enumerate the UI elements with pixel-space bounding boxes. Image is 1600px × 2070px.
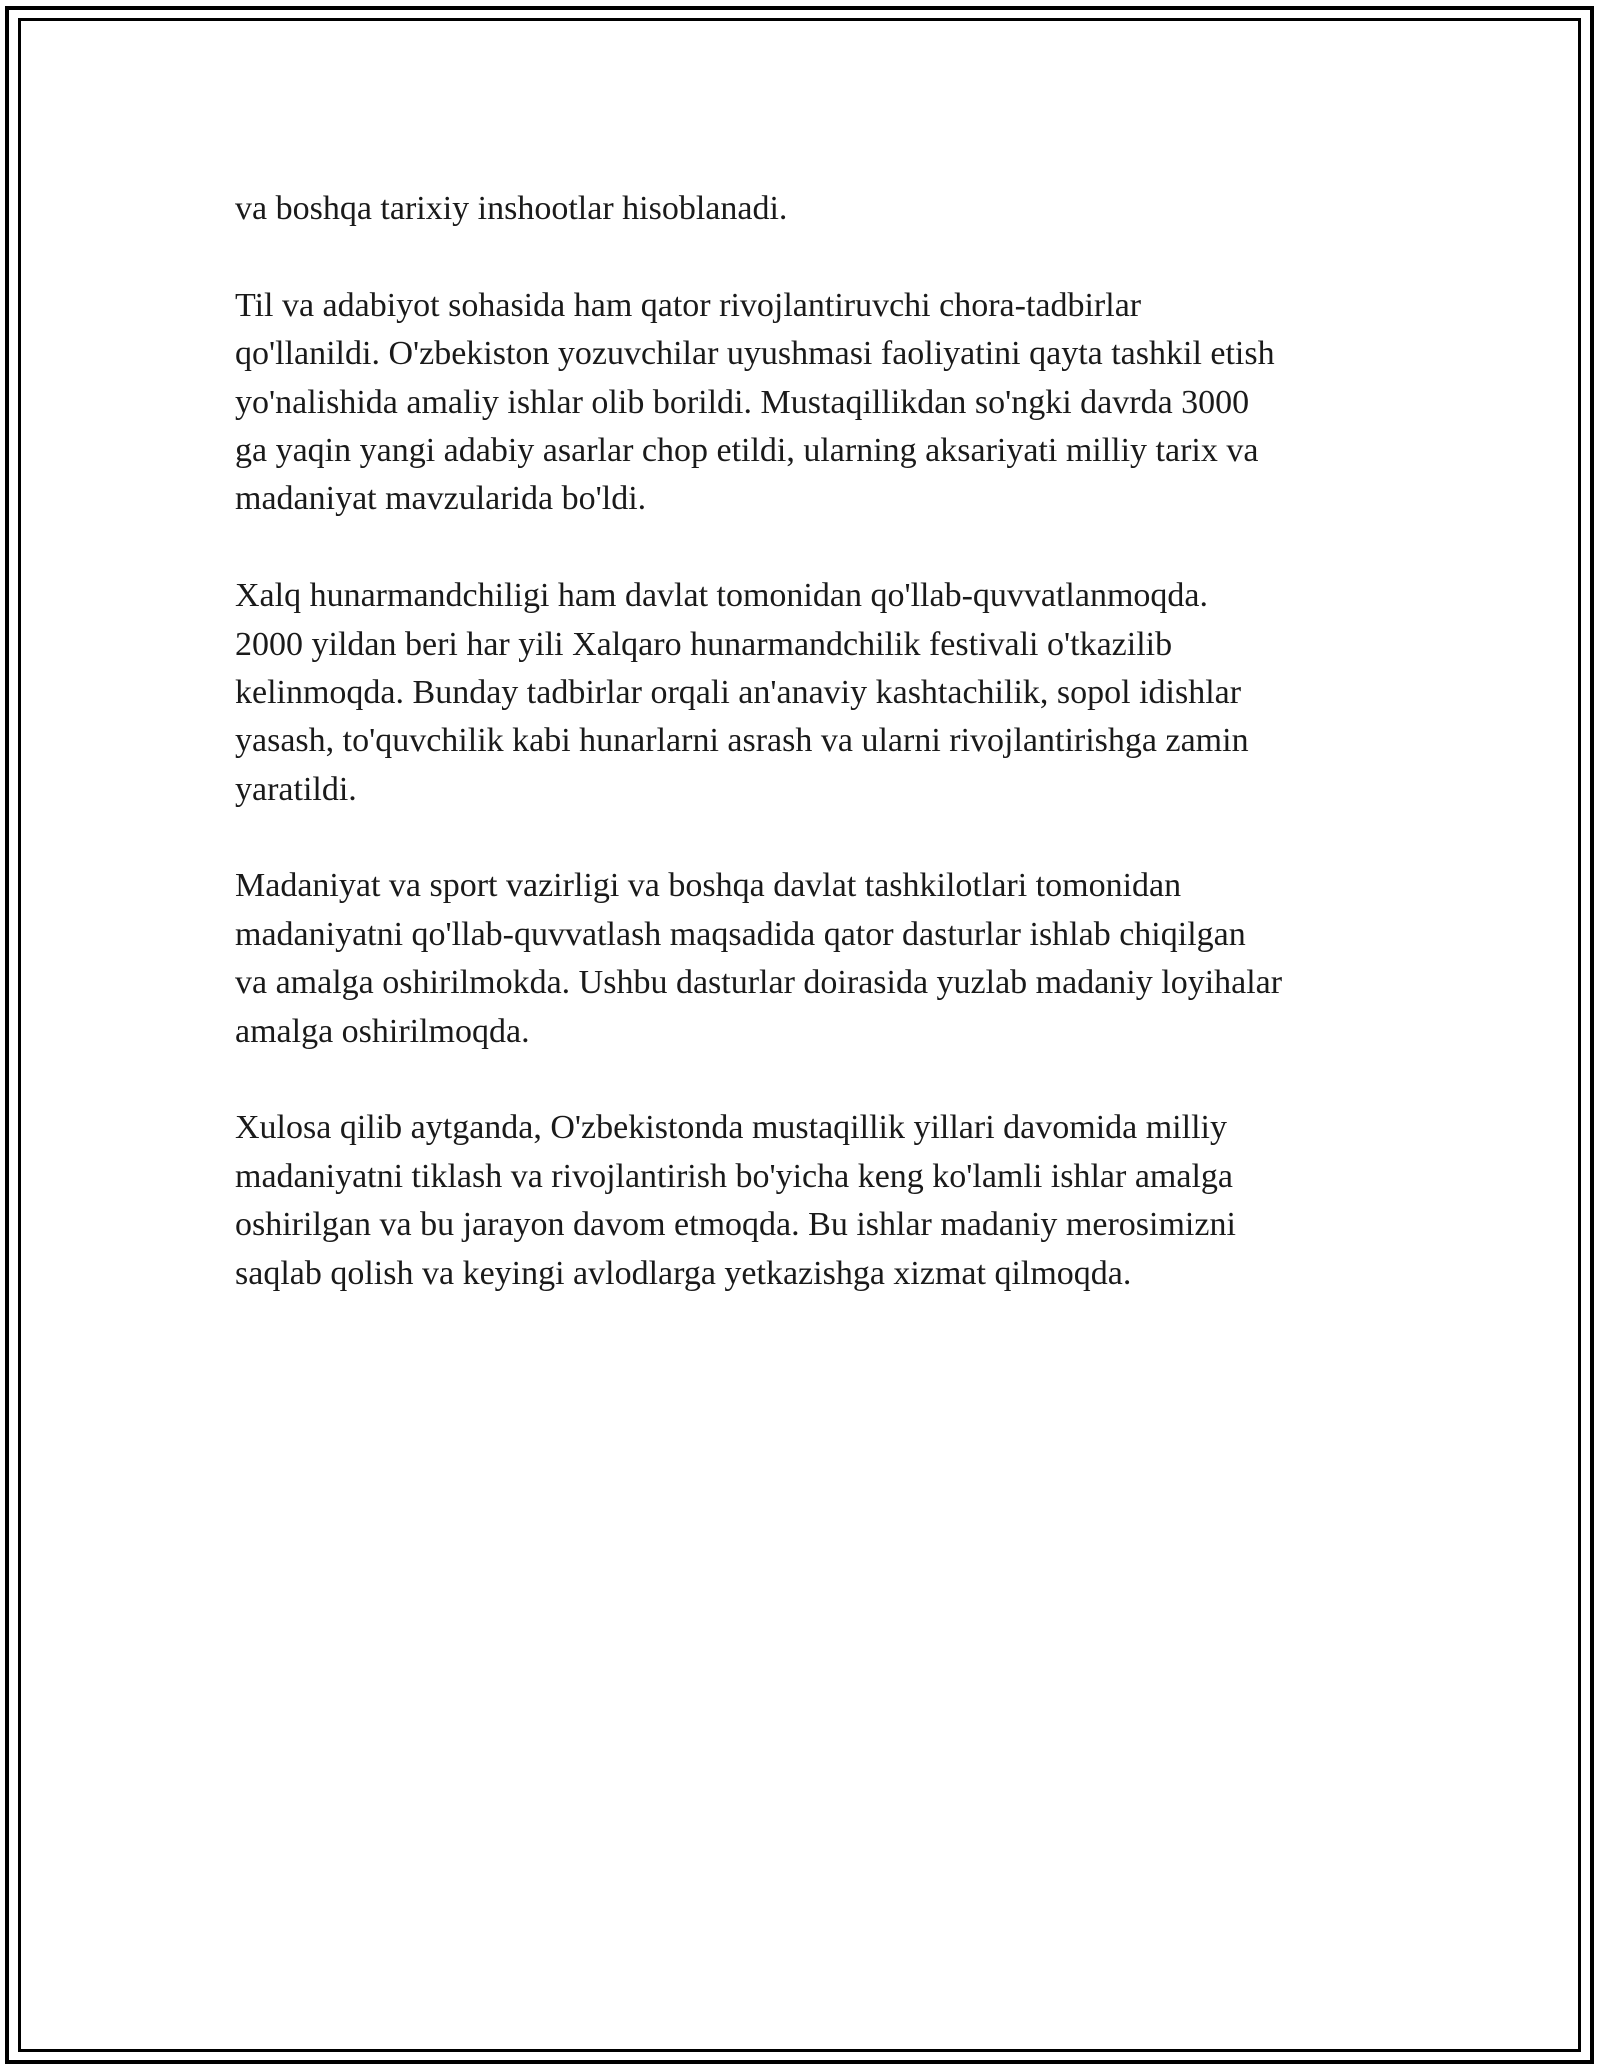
text-line: amalga oshirilmoqda. (235, 1012, 530, 1050)
paragraph-1 (235, 185, 1375, 233)
text-line: ga yaqin yangi adabiy asarlar chop etildi, ularning aksariyati milliy tarix va (235, 431, 1259, 469)
text-line: madaniyatni tiklash va rivojlantirish bo'yicha keng ko'lamli ishlar amalga (235, 1157, 1234, 1195)
text-line: yaratildi. (235, 770, 357, 808)
text-line: saqlab qolish va keyingi avlodlarga yetkazishga xizmat qilmoqda. (235, 1254, 1132, 1292)
text-line: yo'nalishida amaliy ishlar olib borildi. Mustaqillikdan so'ngki davrda 3000 (235, 383, 1250, 421)
paragraph-3 (235, 572, 1375, 814)
text-line: qo'llanildi. O'zbekiston yozuvchilar uyushmasi faoliyatini qayta tashkil etish (235, 335, 1275, 373)
paragraph-5 (235, 1104, 1375, 1298)
text-line: Til va adabiyot sohasida ham qator rivojlantiruvchi chora-tadbirlar (235, 286, 1142, 324)
text-line: Xulosa qilib aytganda, O'zbekistonda mustaqillik yillari davomida milliy (235, 1109, 1227, 1147)
text-line: madaniyatni qo'llab-quvvatlash maqsadida qator dasturlar ishlab chiqilgan (235, 915, 1246, 953)
paragraph-2 (235, 282, 1375, 524)
document-body (235, 185, 1375, 1346)
text-line: Xalq hunarmandchiligi ham davlat tomonidan qo'llab-quvvatlanmoqda. (235, 577, 1209, 615)
text-line: 2000 yildan beri har yili Xalqaro hunarmandchilik festivali o'tkazilib (235, 625, 1173, 663)
text-line: kelinmoqda. Bunday tadbirlar orqali an'anaviy kashtachilik, sopol idishlar (235, 673, 1242, 711)
text-line: va boshqa tarixiy inshootlar hisoblanadi. (235, 190, 788, 227)
paragraph-4 (235, 862, 1375, 1056)
text-line: yasash, to'quvchilik kabi hunarlarni asrash va ularni rivojlantirishga zamin (235, 722, 1249, 760)
text-line: va amalga oshirilmokda. Ushbu dasturlar doirasida yuzlab madaniy loyihalar (235, 964, 1283, 1002)
text-line: oshirilgan va bu jarayon davom etmoqda. Bu ishlar madaniy merosimizni (235, 1206, 1236, 1244)
text-line: madaniyat mavzularida bo'ldi. (235, 480, 647, 518)
text-line: Madaniyat va sport vazirligi va boshqa davlat tashkilotlari tomonidan (235, 867, 1182, 905)
